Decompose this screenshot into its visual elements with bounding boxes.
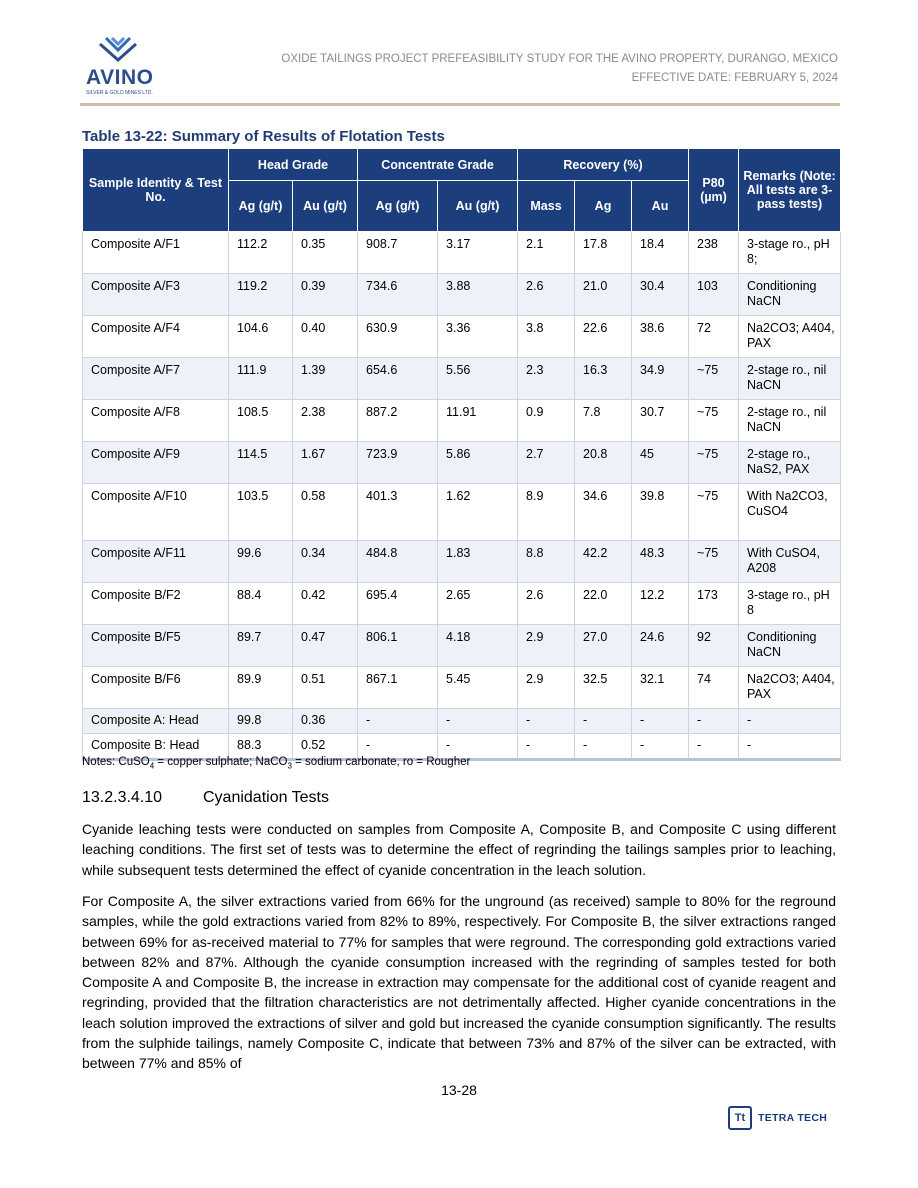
cell-head-au: 0.36 — [293, 709, 358, 734]
notes-text-a: Notes: CuSO — [82, 756, 150, 768]
cell-head-au: 1.39 — [293, 358, 358, 400]
cell-conc-ag: 908.7 — [358, 232, 438, 274]
cell-conc-ag: 887.2 — [358, 400, 438, 442]
cell-rec-mass: 2.1 — [518, 232, 575, 274]
cell-conc-ag: 484.8 — [358, 541, 438, 583]
header-concentrate-grade: Concentrate Grade — [358, 149, 518, 181]
table-row — [83, 316, 841, 358]
cell-sample: Composite A/F9 — [83, 442, 229, 484]
cell-rec-ag: 22.0 — [575, 583, 632, 625]
cell-p80: - — [689, 709, 739, 734]
cell-p80: ~75 — [689, 541, 739, 583]
cell-rec-au: 18.4 — [632, 232, 689, 274]
subheader-head-au: Au (g/t) — [293, 181, 358, 232]
cell-rec-mass: 2.9 — [518, 667, 575, 709]
cell-remarks: Conditioning NaCN — [739, 625, 841, 667]
cell-rec-mass: 3.8 — [518, 316, 575, 358]
cell-conc-au: - — [438, 734, 518, 760]
section-number: 13.2.3.4.10 — [82, 789, 163, 806]
table-body — [83, 232, 841, 760]
cell-p80: ~75 — [689, 358, 739, 400]
table-row — [83, 541, 841, 583]
cell-rec-ag: 20.8 — [575, 442, 632, 484]
cell-rec-mass: 2.9 — [518, 625, 575, 667]
cell-sample: Composite A/F7 — [83, 358, 229, 400]
cell-sample: Composite A/F4 — [83, 316, 229, 358]
cell-head-au: 1.67 — [293, 442, 358, 484]
cell-conc-au: 3.88 — [438, 274, 518, 316]
cell-sample: Composite A/F1 — [83, 232, 229, 274]
cell-rec-ag: 34.6 — [575, 484, 632, 541]
cell-head-au: 0.34 — [293, 541, 358, 583]
subheader-recovery-mass: Mass — [518, 181, 575, 232]
cell-rec-ag: - — [575, 709, 632, 734]
cell-head-ag: 89.7 — [229, 625, 293, 667]
cell-conc-au: - — [438, 709, 518, 734]
cell-rec-au: - — [632, 709, 689, 734]
body-paragraph-1: Cyanide leaching tests were conducted on samples from Composite A, Composite B, and Composite C using different leaching conditions. The first set of tests was to determine the effect of regrinding the tailings samples prior to leaching, while subsequent tests determined the effect of cyanide concentration in the leach solution. — [82, 821, 836, 878]
cell-rec-ag: 27.0 — [575, 625, 632, 667]
cell-rec-ag: 21.0 — [575, 274, 632, 316]
cell-p80: ~75 — [689, 400, 739, 442]
cell-head-ag: 112.2 — [229, 232, 293, 274]
cell-head-ag: 99.8 — [229, 709, 293, 734]
tetra-tech-mark-icon: Tt — [728, 1106, 752, 1130]
cell-rec-mass: 8.8 — [518, 541, 575, 583]
cell-head-ag: 89.9 — [229, 667, 293, 709]
cell-rec-mass: 8.9 — [518, 484, 575, 541]
cell-remarks: Na2CO3; A404, PAX — [739, 667, 841, 709]
cell-sample: Composite A/F11 — [83, 541, 229, 583]
subheader-conc-au: Au (g/t) — [438, 181, 518, 232]
notes-text-b: = copper sulphate; NaCO — [154, 756, 288, 768]
subheader-recovery-au: Au — [632, 181, 689, 232]
subheader-head-ag: Ag (g/t) — [229, 181, 293, 232]
cell-head-au: 0.58 — [293, 484, 358, 541]
table-row — [83, 274, 841, 316]
cell-p80: 238 — [689, 232, 739, 274]
cell-rec-au: 30.7 — [632, 400, 689, 442]
cell-remarks: - — [739, 709, 841, 734]
cell-sample: Composite B/F5 — [83, 625, 229, 667]
header-remarks: Remarks (Note: All tests are 3-pass tests) — [739, 149, 841, 232]
cell-sample: Composite A/F10 — [83, 484, 229, 541]
cell-rec-ag: 32.5 — [575, 667, 632, 709]
cell-head-ag: 108.5 — [229, 400, 293, 442]
cell-rec-mass: 2.6 — [518, 583, 575, 625]
cell-rec-ag: 17.8 — [575, 232, 632, 274]
cell-conc-ag: 867.1 — [358, 667, 438, 709]
cell-p80: 72 — [689, 316, 739, 358]
cell-p80: ~75 — [689, 442, 739, 484]
cell-remarks: 3-stage ro., pH 8; — [739, 232, 841, 274]
cell-p80: 173 — [689, 583, 739, 625]
table-row — [83, 232, 841, 274]
cell-remarks: 2-stage ro., nil NaCN — [739, 400, 841, 442]
cell-conc-au: 1.62 — [438, 484, 518, 541]
notes-subscript-1: 4 — [149, 761, 155, 771]
cell-head-ag: 99.6 — [229, 541, 293, 583]
cell-head-ag: 88.3 — [229, 734, 293, 760]
body-paragraph-2: For Composite A, the silver extractions varied from 66% for the unground (as received) sample to 80% for the reground samples, while the gold extractions varied from 82% to 89%, respectively. For Composite B, the silver extractions ranged between 69% for as-received material to 77% for samples that were reground. The corresponding gold extractions varied between 82% and 87%. Although the cyanide consumption increased with the regrinding of samples tested for both Composite A and Composite B, the increase in extraction may compensate for the additional cost of cyanide reagent and regrinding, provided that the filtration characteristics are not detrimentally affected. Higher cyanide concentrations in the leach solution improved the extractions of silver and gold but increased the cyanide consumption significantly. The results from the sulphide tailings, namely Composite C, indicate that between 73% and 87% of the silver can be extracted, with between 77% and 85% of — [82, 893, 836, 1072]
cell-head-ag: 103.5 — [229, 484, 293, 541]
cell-rec-ag: 42.2 — [575, 541, 632, 583]
table-row — [83, 709, 841, 734]
cell-rec-au: 38.6 — [632, 316, 689, 358]
cell-conc-au: 1.83 — [438, 541, 518, 583]
cell-p80: - — [689, 734, 739, 760]
cell-head-ag: 111.9 — [229, 358, 293, 400]
cell-head-au: 0.40 — [293, 316, 358, 358]
subheader-conc-ag: Ag (g/t) — [358, 181, 438, 232]
table-row — [83, 400, 841, 442]
cell-head-au: 0.35 — [293, 232, 358, 274]
cell-sample: Composite A/F8 — [83, 400, 229, 442]
cell-p80: 103 — [689, 274, 739, 316]
cell-conc-ag: 654.6 — [358, 358, 438, 400]
cell-rec-au: 30.4 — [632, 274, 689, 316]
cell-sample: Composite B/F2 — [83, 583, 229, 625]
cell-rec-ag: 7.8 — [575, 400, 632, 442]
cell-remarks: Conditioning NaCN — [739, 274, 841, 316]
table-row — [83, 484, 841, 541]
company-logo — [82, 36, 162, 98]
table-row — [83, 358, 841, 400]
cell-conc-au: 5.45 — [438, 667, 518, 709]
cell-head-au: 2.38 — [293, 400, 358, 442]
cell-conc-au: 5.56 — [438, 358, 518, 400]
cell-conc-ag: - — [358, 734, 438, 760]
cell-rec-au: 24.6 — [632, 625, 689, 667]
table-row — [83, 583, 841, 625]
cell-conc-au: 2.65 — [438, 583, 518, 625]
cell-conc-ag: 723.9 — [358, 442, 438, 484]
cell-rec-ag: 22.6 — [575, 316, 632, 358]
cell-sample: Composite B/F6 — [83, 667, 229, 709]
cell-rec-mass: 0.9 — [518, 400, 575, 442]
cell-conc-au: 3.17 — [438, 232, 518, 274]
cell-rec-au: 48.3 — [632, 541, 689, 583]
cell-conc-ag: 630.9 — [358, 316, 438, 358]
cell-p80: 92 — [689, 625, 739, 667]
cell-rec-au: 12.2 — [632, 583, 689, 625]
cell-head-ag: 119.2 — [229, 274, 293, 316]
cell-head-au: 0.42 — [293, 583, 358, 625]
cell-head-au: 0.47 — [293, 625, 358, 667]
tetra-tech-wordmark: TETRA TECH — [758, 1112, 828, 1124]
table-row — [83, 625, 841, 667]
cell-rec-ag: 16.3 — [575, 358, 632, 400]
cell-remarks: 2-stage ro., NaS2, PAX — [739, 442, 841, 484]
table-notes — [82, 756, 470, 770]
cell-head-au: 0.39 — [293, 274, 358, 316]
header-p80: P80 (µm) — [689, 149, 739, 232]
cell-rec-mass: - — [518, 709, 575, 734]
header-head-grade: Head Grade — [229, 149, 358, 181]
header-divider — [80, 103, 840, 106]
cell-conc-au: 3.36 — [438, 316, 518, 358]
cell-conc-ag: 401.3 — [358, 484, 438, 541]
cell-rec-au: 32.1 — [632, 667, 689, 709]
cell-conc-au: 5.86 — [438, 442, 518, 484]
cell-sample: Composite A/F3 — [83, 274, 229, 316]
cell-p80: ~75 — [689, 484, 739, 541]
cell-head-ag: 114.5 — [229, 442, 293, 484]
logo-subtext: SILVER & GOLD MINES LTD. — [86, 90, 153, 96]
table-row — [83, 667, 841, 709]
cell-sample: Composite B: Head — [83, 734, 229, 760]
cell-conc-ag: - — [358, 709, 438, 734]
cell-remarks: With CuSO4, A208 — [739, 541, 841, 583]
cell-head-ag: 104.6 — [229, 316, 293, 358]
cell-head-ag: 88.4 — [229, 583, 293, 625]
section-heading — [82, 789, 329, 807]
page-number: 13-28 — [441, 1082, 477, 1098]
notes-text-c: = sodium carbonate, ro = Rougher — [291, 756, 471, 768]
document-header-title: OXIDE TAILINGS PROJECT PREFEASIBILITY STUDY FOR THE AVINO PROPERTY, DURANGO, MEXICO — [281, 53, 838, 65]
cell-rec-mass: 2.3 — [518, 358, 575, 400]
cell-remarks: Na2CO3; A404, PAX — [739, 316, 841, 358]
cell-rec-ag: - — [575, 734, 632, 760]
cell-conc-ag: 734.6 — [358, 274, 438, 316]
cell-conc-ag: 806.1 — [358, 625, 438, 667]
cell-rec-mass: - — [518, 734, 575, 760]
cell-remarks: With Na2CO3, CuSO4 — [739, 484, 841, 541]
table-row — [83, 442, 841, 484]
cell-head-au: 0.51 — [293, 667, 358, 709]
avino-emblem-icon — [96, 36, 140, 66]
cell-rec-au: 34.9 — [632, 358, 689, 400]
logo-wordmark: AVINO — [86, 66, 154, 89]
cell-rec-mass: 2.7 — [518, 442, 575, 484]
cell-remarks: 2-stage ro., nil NaCN — [739, 358, 841, 400]
cell-p80: 74 — [689, 667, 739, 709]
cell-rec-au: 39.8 — [632, 484, 689, 541]
cell-conc-ag: 695.4 — [358, 583, 438, 625]
tetra-tech-logo — [728, 1106, 827, 1130]
section-title: Cyanidation Tests — [203, 789, 329, 806]
cell-remarks: 3-stage ro., pH 8 — [739, 583, 841, 625]
cell-rec-au: - — [632, 734, 689, 760]
cell-sample: Composite A: Head — [83, 709, 229, 734]
header-sample-identity: Sample Identity & Test No. — [83, 149, 229, 232]
cell-conc-au: 4.18 — [438, 625, 518, 667]
cell-rec-mass: 2.6 — [518, 274, 575, 316]
cell-conc-au: 11.91 — [438, 400, 518, 442]
cell-rec-au: 45 — [632, 442, 689, 484]
notes-subscript-2: 3 — [287, 761, 292, 771]
flotation-results-table — [82, 148, 841, 761]
header-recovery: Recovery (%) — [518, 149, 689, 181]
subheader-recovery-ag: Ag — [575, 181, 632, 232]
cell-remarks: - — [739, 734, 841, 760]
cell-head-au: 0.52 — [293, 734, 358, 760]
table-caption: Table 13-22: Summary of Results of Flotation Tests — [82, 128, 445, 145]
document-header-date: EFFECTIVE DATE: FEBRUARY 5, 2024 — [631, 72, 838, 84]
